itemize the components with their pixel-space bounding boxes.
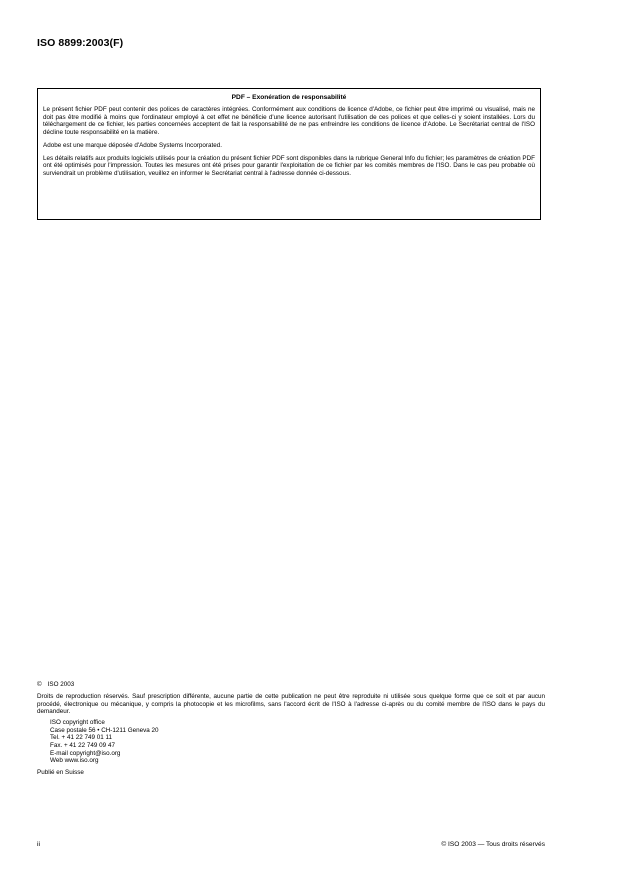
address-line: Fax. + 41 22 749 09 47 bbox=[50, 741, 115, 749]
pdf-disclaimer-box bbox=[37, 88, 541, 220]
published-in: Publié en Suisse bbox=[37, 768, 84, 776]
copyright-line bbox=[37, 681, 545, 689]
copyright-symbol: © bbox=[37, 681, 42, 688]
copyright-text: Droits de reproduction réservés. Sauf prescription différente, aucune partie de cette publication ne peut être reproduite ni utilisée sous quelque forme que ce soit et par aucun procédé, électronique ou mécanique, y compris la photocopie et les microfilms, sans l'accord écrit de l'ISO à l'adresse ci-après ou du comité membre de l'ISO dans le pays du demandeur. bbox=[37, 692, 545, 716]
address-line: Case postale 56 • CH-1211 Geneva 20 bbox=[50, 726, 159, 734]
document-id: ISO 8899:2003(F) bbox=[37, 37, 124, 49]
copyright-year: ISO 2003 bbox=[47, 681, 75, 688]
copyright-address bbox=[50, 719, 545, 765]
address-line: Tel. + 41 22 749 01 11 bbox=[50, 734, 113, 742]
page-number: ii bbox=[37, 841, 41, 848]
disclaimer-paragraph-2: Adobe est une marque déposée d'Adobe Systems Incorporated. bbox=[43, 141, 223, 149]
disclaimer-title: PDF – Exonération de responsabilité bbox=[231, 94, 347, 101]
disclaimer-paragraph-3: Les détails relatifs aux produits logiciels utilisés pour la création du présent fichier PDF sont disponibles dans la rubrique General Info du fichier; les paramètres de création PDF ont été optimisés pour l'impression. Toutes les mesures ont été prises pour garantir l'exploitation de ce fichier par les comités membres de l'ISO. Dans le cas peu probable où surviendrait un problème d'utilisation, veuillez en informer le Secrétariat central à l'adresse donnée ci-dessous. bbox=[43, 154, 535, 177]
copyright-section bbox=[37, 681, 545, 777]
disclaimer-paragraph-1: Le présent fichier PDF peut contenir des polices de caractères intégrées. Conformément aux conditions de licence d'Adobe, ce fichier peut être imprimé ou visualisé, mais ne doit pas être modifié à moins que l'ordinateur employé à cet effet ne bénéficie d'une licence autorisant l'utilisation de ces polices et que celles-ci y soient installées. Lors du téléchargement de ce fichier, les parties concernées acceptent de fait la responsabilité de ne pas enfreindre les conditions de licence d'Adobe. Le Secrétariat central de l'ISO décline toute responsabilité en la matière. bbox=[43, 106, 535, 137]
address-line: E-mail copyright@iso.org bbox=[50, 749, 121, 757]
address-line: Web www.iso.org bbox=[50, 757, 99, 765]
footer-rights: © ISO 2003 — Tous droits réservés bbox=[441, 841, 545, 848]
address-line: ISO copyright office bbox=[50, 719, 105, 727]
